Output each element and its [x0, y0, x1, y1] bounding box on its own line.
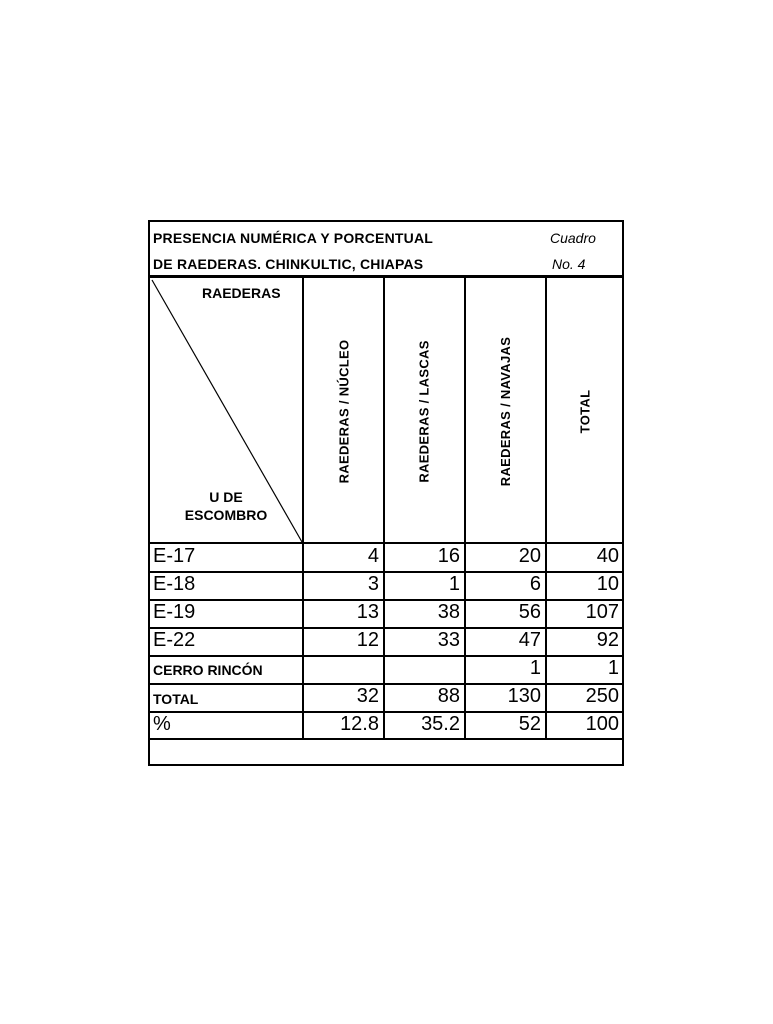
table-cell: 16 [437, 545, 460, 567]
table-cell: 33 [437, 629, 460, 651]
table-label-line1: Cuadro [550, 230, 596, 246]
row-label: E-17 [153, 545, 196, 567]
table-cell: 1 [607, 657, 619, 679]
column-header-label: RAEDERAS / NAVAJAS [498, 336, 514, 486]
table-cell: 3 [367, 573, 379, 595]
table-cell: 88 [437, 685, 460, 707]
row-divider [150, 542, 622, 544]
table-cell: 35.2 [421, 713, 460, 735]
table-cell: 250 [585, 685, 619, 707]
table-cell: 107 [585, 601, 619, 623]
row-label: CERRO RINCÓN [153, 662, 263, 678]
table-cell: 12.8 [340, 713, 379, 735]
table-cell: 130 [507, 685, 541, 707]
table-cell: 92 [596, 629, 619, 651]
table-cell: 100 [585, 713, 619, 735]
table-cell: 1 [448, 573, 460, 595]
column-header-lascas [385, 280, 464, 542]
table-title-line1: PRESENCIA NUMÉRICA Y PORCENTUAL [153, 230, 434, 246]
corner-label-bottom-line2: ESCOMBRO [184, 507, 268, 523]
column-header-label: TOTAL [577, 389, 592, 433]
table-cell: 32 [356, 685, 379, 707]
table-cell: 10 [596, 573, 619, 595]
row-label: E-22 [153, 629, 196, 651]
column-header-navajas [466, 280, 545, 542]
table-cell: 12 [356, 629, 379, 651]
data-table [148, 220, 624, 766]
corner-label-bottom-line1: U DE [209, 489, 243, 505]
table-cell: 20 [518, 545, 541, 567]
table-cell: 4 [367, 545, 379, 567]
table-cell: 38 [437, 601, 460, 623]
table-label-line2: No. 4 [552, 256, 586, 272]
table-cell: 6 [529, 573, 541, 595]
row-label: TOTAL [153, 691, 199, 707]
table-cell: 1 [529, 657, 541, 679]
table-cell: 47 [518, 629, 541, 651]
table-header [150, 222, 622, 278]
table-cell: 56 [518, 601, 541, 623]
row-label: E-18 [153, 573, 196, 595]
column-header-label: RAEDERAS / NÚCLEO [336, 339, 351, 483]
column-header-label: RAEDERAS / LASCAS [417, 339, 432, 483]
table-cell: 52 [518, 713, 541, 735]
corner-label-top: RAEDERAS [202, 285, 281, 301]
row-divider [150, 738, 622, 740]
table-title-line2: DE RAEDERAS. CHINKULTIC, CHIAPAS [153, 256, 424, 272]
table-cell: 40 [596, 545, 619, 567]
row-label: E-19 [153, 601, 196, 623]
row-label: % [153, 713, 171, 735]
column-header-total [547, 280, 622, 542]
table-cell: 13 [356, 601, 379, 623]
corner-label-bottom [150, 488, 302, 524]
column-header-nucleo [304, 280, 383, 542]
